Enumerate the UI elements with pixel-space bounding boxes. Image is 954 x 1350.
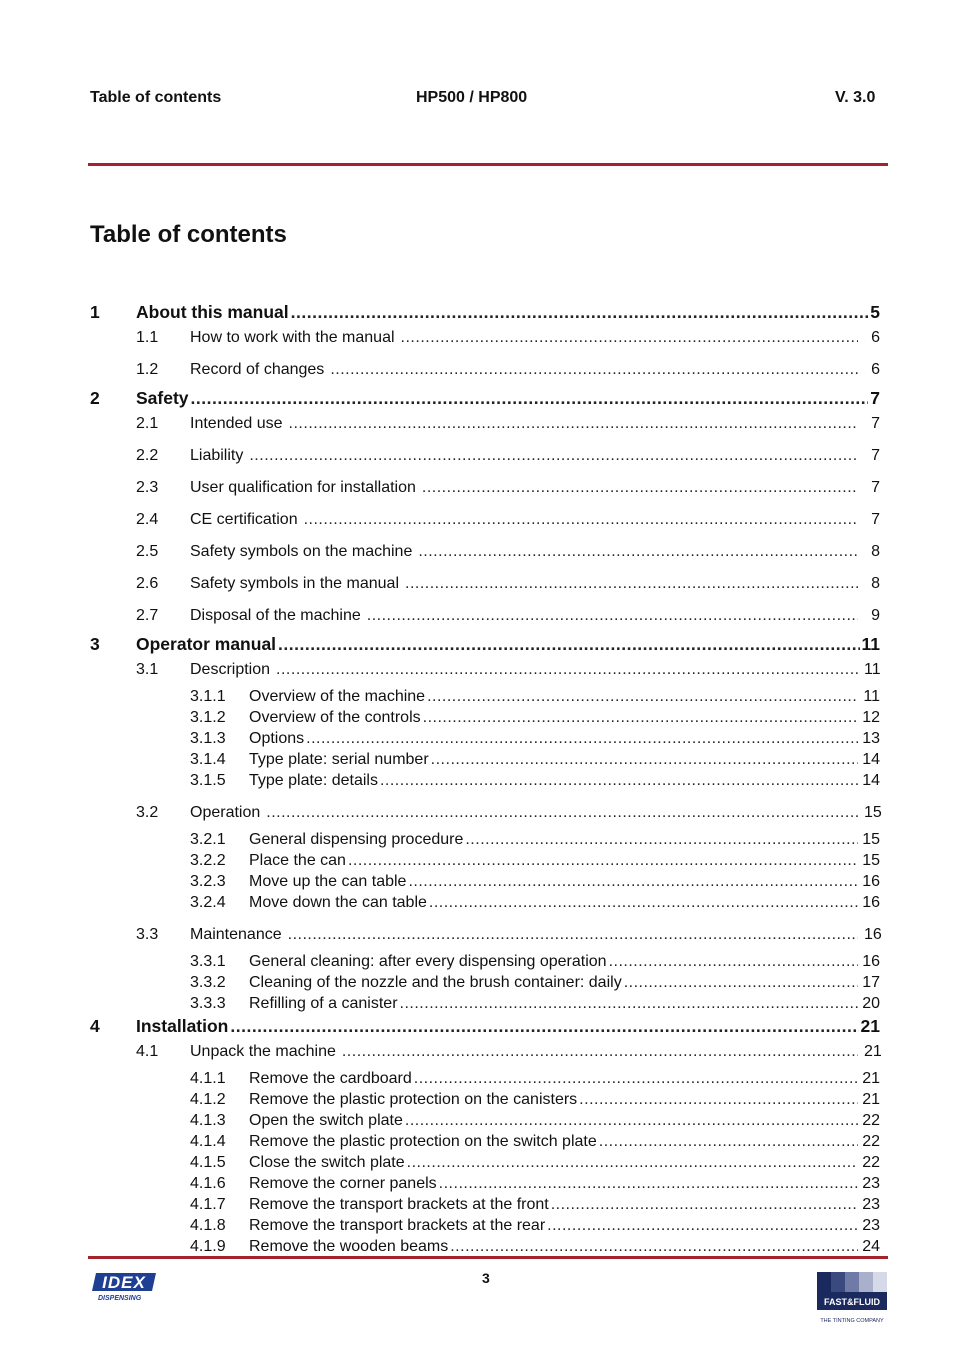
toc-entry-number: 3.1.5 [190, 772, 226, 789]
toc-entry-number: 2.3 [136, 479, 159, 496]
svg-text:FAST&FLUID: FAST&FLUID [824, 1297, 880, 1307]
toc-entry-page: 22 [862, 1154, 880, 1171]
toc-leader-dots [450, 1238, 858, 1256]
toc-entry-title: About this manual [136, 302, 289, 322]
toc-leader-dots [230, 1016, 858, 1037]
header-section-title: Table of contents [90, 89, 222, 106]
toc-entry-title: Remove the transport brackets at the front [249, 1196, 549, 1213]
toc-entry-page: 21 [864, 1043, 882, 1060]
toc-entry-page: 7 [871, 415, 880, 432]
toc-leader-dots [405, 575, 858, 593]
toc-leader-dots [551, 1196, 858, 1214]
toc-entry-page: 22 [862, 1133, 880, 1150]
toc-entry-page: 23 [862, 1217, 880, 1234]
header-rule [88, 163, 888, 166]
toc-entry-page: 11 [861, 634, 880, 654]
toc-leader-dots [289, 415, 858, 433]
toc-entry-number: 4.1.9 [190, 1238, 226, 1255]
toc-entry-page: 24 [862, 1238, 880, 1255]
toc-entry-page: 20 [862, 995, 880, 1012]
toc-entry-number: 2.1 [136, 415, 159, 432]
toc-entry-4-1-8[interactable] [90, 1217, 880, 1238]
toc-entry-page: 23 [862, 1175, 880, 1192]
toc-entry-title: Record of changes [190, 361, 325, 378]
toc-entry-page: 15 [864, 804, 882, 821]
toc-entry-page: 7 [870, 388, 880, 408]
toc-entry-number: 4.1.1 [190, 1070, 226, 1087]
toc-entry-3-2[interactable] [90, 799, 880, 831]
toc-entry-title: Liability [190, 447, 244, 464]
toc-entry-title: Overview of the machine [249, 688, 426, 705]
toc-leader-dots [278, 634, 859, 655]
toc-entry-title: Intended use [190, 415, 283, 432]
toc-entry-title: CE certification [190, 511, 298, 528]
toc-entry-title: Remove the transport brackets at the rear [249, 1217, 546, 1234]
toc-leader-dots [306, 730, 858, 748]
toc-entry-number: 3.3.1 [190, 953, 226, 970]
toc-entry-title: Unpack the machine [190, 1043, 336, 1060]
toc-entry-page: 13 [862, 730, 880, 747]
toc-entry-page: 6 [871, 361, 880, 378]
toc-entry-number: 3.1.1 [190, 688, 226, 705]
toc-entry-page: 7 [871, 479, 880, 496]
toc-leader-dots [249, 447, 858, 465]
toc-entry-number: 4.1.2 [190, 1091, 226, 1108]
toc-entry-3-1-5[interactable] [90, 772, 880, 793]
toc-entry-number: 3 [90, 634, 100, 654]
toc-entry-3-3-1[interactable] [90, 953, 880, 974]
toc-entry-title: Type plate: details [249, 772, 378, 789]
toc-entry-title: Move up the can table [249, 873, 407, 890]
toc-entry-3[interactable] [90, 634, 880, 656]
toc-entry-number: 2.4 [136, 511, 159, 528]
toc-leader-dots [429, 894, 858, 912]
toc-entry-page: 23 [862, 1196, 880, 1213]
toc-entry-page: 7 [871, 511, 880, 528]
fast-fluid-logo-mark [817, 1272, 887, 1324]
toc-entry-number: 3.1 [136, 661, 159, 678]
toc-entry-2[interactable] [90, 388, 880, 410]
toc-entry-title: General dispensing procedure [249, 831, 464, 848]
toc-entry-1-1[interactable] [90, 324, 880, 356]
toc-entry-1[interactable] [90, 302, 880, 324]
toc-leader-dots [401, 329, 858, 347]
toc-entry-title: How to work with the manual [190, 329, 395, 346]
table-of-contents [90, 302, 880, 1259]
toc-leader-dots [291, 302, 869, 323]
toc-entry-title: Type plate: serial number [249, 751, 429, 768]
toc-entry-number: 3.2 [136, 804, 159, 821]
toc-entry-page: 16 [862, 894, 880, 911]
toc-entry-number: 1.1 [136, 329, 159, 346]
toc-entry-page: 17 [862, 974, 880, 991]
toc-entry-3-1[interactable] [90, 656, 880, 688]
toc-leader-dots [431, 751, 858, 769]
toc-leader-dots [414, 1070, 858, 1088]
toc-entry-number: 3.2.3 [190, 873, 226, 890]
toc-entry-4-1-2[interactable] [90, 1091, 880, 1112]
svg-text:IDEX: IDEX [102, 1273, 146, 1292]
toc-entry-title: Maintenance [190, 926, 282, 943]
toc-entry-page: 15 [862, 831, 880, 848]
toc-entry-title: Remove the plastic protection on the switch plate [249, 1133, 597, 1150]
toc-entry-3-2-3[interactable] [90, 873, 880, 894]
toc-entry-page: 14 [862, 751, 880, 768]
toc-entry-3-1-4[interactable] [90, 751, 880, 772]
toc-entry-number: 2.6 [136, 575, 159, 592]
toc-leader-dots [624, 974, 858, 992]
toc-leader-dots [304, 511, 858, 529]
toc-entry-number: 3.2.4 [190, 894, 226, 911]
toc-entry-4-1-5[interactable] [90, 1154, 880, 1175]
toc-leader-dots [408, 873, 858, 891]
toc-entry-number: 4 [90, 1016, 100, 1036]
toc-leader-dots [599, 1133, 858, 1151]
toc-entry-4-1-6[interactable] [90, 1175, 880, 1196]
toc-entry-page: 21 [862, 1091, 880, 1108]
toc-entry-number: 4.1.5 [190, 1154, 226, 1171]
toc-entry-page: 21 [862, 1070, 880, 1087]
toc-entry-3-3[interactable] [90, 921, 880, 953]
toc-entry-number: 1 [90, 302, 100, 322]
idex-logo-mark [90, 1271, 160, 1303]
toc-entry-3-2-2[interactable] [90, 852, 880, 873]
toc-leader-dots [288, 926, 858, 944]
toc-leader-dots [380, 772, 858, 790]
toc-entry-number: 2.2 [136, 447, 159, 464]
toc-entry-page: 9 [871, 607, 880, 624]
toc-entry-title: Description [190, 661, 271, 678]
toc-leader-dots [348, 852, 858, 870]
toc-leader-dots [579, 1091, 858, 1109]
toc-entry-4-1-1[interactable] [90, 1070, 880, 1091]
header-version: V. 3.0 [835, 89, 876, 106]
toc-leader-dots [191, 388, 869, 409]
toc-entry-title: Cleaning of the nozzle and the brush container: daily [249, 974, 622, 991]
toc-leader-dots [407, 1154, 858, 1172]
toc-leader-dots [400, 995, 858, 1013]
toc-entry-title: Place the can [249, 852, 346, 869]
toc-leader-dots [439, 1175, 858, 1193]
toc-leader-dots [423, 709, 858, 727]
fast-fluid-logo [817, 1272, 887, 1329]
toc-entry-3-2-4[interactable] [90, 894, 880, 915]
toc-entry-number: 3.3.2 [190, 974, 226, 991]
toc-entry-number: 3.3 [136, 926, 159, 943]
toc-entry-title: Safety symbols in the manual [190, 575, 399, 592]
toc-entry-number: 4.1.8 [190, 1217, 226, 1234]
toc-entry-title: Remove the plastic protection on the canisters [249, 1091, 578, 1108]
toc-entry-4-1-7[interactable] [90, 1196, 880, 1217]
toc-entry-title: Open the switch plate [249, 1112, 403, 1129]
toc-entry-4-1-3[interactable] [90, 1112, 880, 1133]
toc-leader-dots [418, 543, 858, 561]
toc-entry-number: 3.1.2 [190, 709, 226, 726]
toc-entry-3-3-3[interactable] [90, 995, 880, 1016]
toc-entry-page: 16 [862, 953, 880, 970]
toc-entry-title: Close the switch plate [249, 1154, 405, 1171]
toc-entry-number: 4.1.7 [190, 1196, 226, 1213]
toc-entry-title: Installation [136, 1016, 229, 1036]
toc-entry-title: User qualification for installation [190, 479, 416, 496]
toc-entry-number: 4.1.3 [190, 1112, 226, 1129]
toc-leader-dots [266, 804, 858, 822]
page-number: 3 [482, 1270, 490, 1286]
toc-entry-2-3[interactable] [90, 474, 880, 506]
toc-entry-3-1-3[interactable] [90, 730, 880, 751]
toc-entry-title: Remove the cardboard [249, 1070, 412, 1087]
toc-entry-title: Move down the can table [249, 894, 427, 911]
toc-leader-dots [609, 953, 858, 971]
toc-entry-title: General cleaning: after every dispensing operation [249, 953, 607, 970]
toc-entry-title: Overview of the controls [249, 709, 421, 726]
toc-entry-number: 3.3.3 [190, 995, 226, 1012]
toc-entry-number: 3.1.4 [190, 751, 226, 768]
toc-entry-title: Operator manual [136, 634, 277, 654]
footer-rule [88, 1256, 888, 1259]
toc-leader-dots [405, 1112, 858, 1130]
toc-entry-2-4[interactable] [90, 506, 880, 538]
toc-entry-number: 2.7 [136, 607, 159, 624]
toc-entry-2-7[interactable] [90, 602, 880, 634]
toc-entry-title: Safety [136, 388, 189, 408]
idex-logo [90, 1271, 160, 1308]
toc-entry-number: 2.5 [136, 543, 159, 560]
toc-entry-page: 6 [871, 329, 880, 346]
toc-entry-number: 2 [90, 388, 100, 408]
toc-entry-title: Options [249, 730, 305, 747]
toc-entry-title: Remove the corner panels [249, 1175, 437, 1192]
toc-leader-dots [422, 479, 858, 497]
toc-leader-dots [427, 688, 858, 706]
toc-entry-number: 4.1.6 [190, 1175, 226, 1192]
toc-entry-1-2[interactable] [90, 356, 880, 388]
toc-entry-page: 16 [864, 926, 882, 943]
toc-entry-4-1[interactable] [90, 1038, 880, 1070]
toc-entry-3-1-1[interactable] [90, 688, 880, 709]
toc-leader-dots [547, 1217, 858, 1235]
toc-entry-title: Operation [190, 804, 261, 821]
toc-leader-dots [367, 607, 858, 625]
svg-text:DISPENSING: DISPENSING [98, 1295, 142, 1302]
toc-entry-page: 8 [871, 543, 880, 560]
toc-entry-3-1-2[interactable] [90, 709, 880, 730]
header-model: HP500 / HP800 [416, 89, 528, 106]
toc-entry-page: 11 [864, 661, 881, 678]
toc-entry-number: 1.2 [136, 361, 159, 378]
toc-entry-2-1[interactable] [90, 410, 880, 442]
toc-entry-2-2[interactable] [90, 442, 880, 474]
toc-entry-title: Refilling of a canister [249, 995, 398, 1012]
toc-entry-page: 5 [870, 302, 880, 322]
toc-entry-title: Safety symbols on the machine [190, 543, 413, 560]
toc-entry-4[interactable] [90, 1016, 880, 1038]
toc-entry-page: 11 [863, 688, 880, 705]
toc-entry-page: 16 [862, 873, 880, 890]
toc-entry-page: 21 [860, 1016, 880, 1036]
toc-entry-3-2-1[interactable] [90, 831, 880, 852]
toc-leader-dots [465, 831, 858, 849]
toc-entry-title: Remove the wooden beams [249, 1238, 449, 1255]
page-title: Table of contents [90, 221, 287, 248]
toc-entry-number: 4.1.4 [190, 1133, 226, 1150]
toc-entry-number: 4.1 [136, 1043, 159, 1060]
toc-entry-4-1-4[interactable] [90, 1133, 880, 1154]
toc-entry-page: 7 [871, 447, 880, 464]
svg-text:THE TINTING COMPANY: THE TINTING COMPANY [820, 1318, 884, 1324]
toc-leader-dots [330, 361, 858, 379]
toc-entry-page: 14 [862, 772, 880, 789]
toc-entry-number: 3.1.3 [190, 730, 226, 747]
toc-entry-page: 22 [862, 1112, 880, 1129]
toc-leader-dots [276, 661, 858, 679]
toc-entry-3-3-2[interactable] [90, 974, 880, 995]
toc-entry-title: Disposal of the machine [190, 607, 361, 624]
toc-entry-2-6[interactable] [90, 570, 880, 602]
toc-entry-page: 8 [871, 575, 880, 592]
toc-entry-number: 3.2.2 [190, 852, 226, 869]
toc-leader-dots [342, 1043, 858, 1061]
toc-entry-page: 15 [862, 852, 880, 869]
toc-entry-page: 12 [862, 709, 880, 726]
toc-entry-number: 3.2.1 [190, 831, 226, 848]
toc-entry-2-5[interactable] [90, 538, 880, 570]
